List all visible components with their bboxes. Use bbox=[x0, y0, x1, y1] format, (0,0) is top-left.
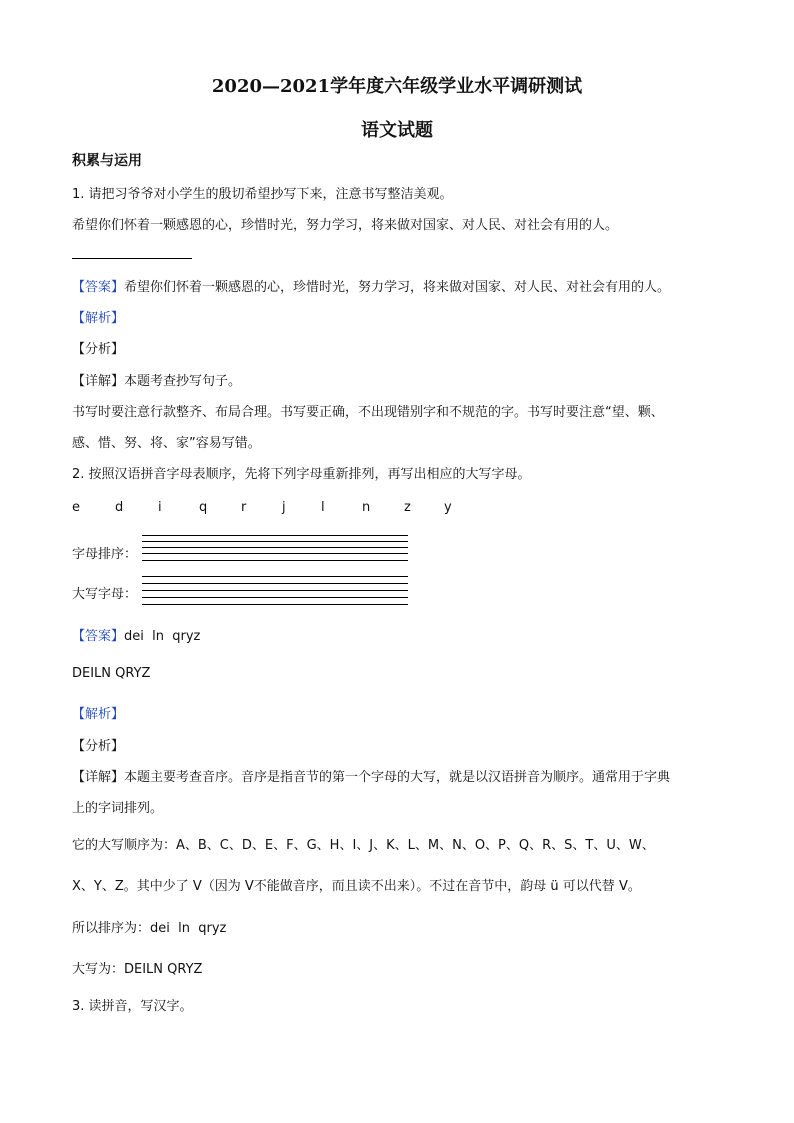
q2-label-order: 字母排序： bbox=[72, 547, 138, 562]
q3-question: 3. 读拼音，写汉字。 bbox=[72, 999, 193, 1014]
q1-passage: 希望你们怀着一颗感恩的心，珍惜时光，努力学习，将来做对国家、对人民、对社会有用的人。 bbox=[72, 218, 619, 233]
q1-answer-line bbox=[72, 258, 192, 259]
q2-order-line-2: X、Y、Z。其中少了 V（因为 V不能做音序，而且读不出来）。不过在音节中，韵母 ü 可以代替 V。 bbox=[72, 879, 641, 894]
q2-detail-line-1 bbox=[72, 766, 670, 785]
writing-line bbox=[142, 597, 408, 598]
writing-line bbox=[142, 560, 408, 561]
q1-fenxi-tag: 【分析】 bbox=[72, 342, 125, 357]
q2-jiexi-tag: 【解析】 bbox=[72, 707, 125, 722]
q1-explain-line-1: 书写时要注意行款整齐、布局合理。书写要正确，不出现错别字和不规范的字。书写时要注意“望、颗、 bbox=[72, 405, 664, 420]
writing-line bbox=[142, 576, 408, 577]
letter-item: y bbox=[444, 500, 452, 515]
writing-line bbox=[142, 541, 408, 542]
q2-answer-tag: 【答案】 bbox=[72, 629, 125, 644]
letter-item: i bbox=[158, 500, 162, 515]
writing-line bbox=[142, 553, 408, 554]
q2-detail-tag: 【详解】 bbox=[72, 770, 125, 785]
page-subtitle: 语文试题 bbox=[361, 120, 433, 141]
letter-item: l bbox=[321, 500, 325, 515]
q2-answer bbox=[72, 625, 200, 644]
writing-line bbox=[142, 590, 408, 591]
writing-line bbox=[142, 535, 408, 536]
letter-item: q bbox=[199, 500, 208, 515]
q1-explain-line-2: 感、惜、努、将、家”容易写错。 bbox=[72, 436, 261, 451]
writing-line bbox=[142, 547, 408, 548]
q2-answer-lower: dei ln qryz bbox=[124, 629, 201, 644]
q1-answer bbox=[72, 276, 670, 295]
q2-detail-line-2: 上的字词排列。 bbox=[72, 801, 164, 816]
q2-detail-text: 本题主要考查音序。音序是指音节的第一个字母的大写，就是以汉语拼音为顺序。通常用于字典 bbox=[124, 770, 671, 785]
letter-item: j bbox=[282, 500, 286, 515]
q2-answer-upper: DEILN QRYZ bbox=[72, 666, 151, 681]
letter-item: e bbox=[72, 500, 80, 515]
q1-detail bbox=[72, 370, 241, 389]
letter-item: z bbox=[404, 500, 411, 515]
q2-fenxi-tag: 【分析】 bbox=[72, 739, 125, 754]
writing-line bbox=[142, 583, 408, 584]
q2-order-line-1: 它的大写顺序为：A、B、C、D、E、F、G、H、I、J、K、L、M、N、O、P、Q、R、S、T、U、W、 bbox=[72, 838, 655, 853]
letter-item: d bbox=[115, 500, 124, 515]
q1-question: 1. 请把习爷爷对小学生的殷切希望抄写下来，注意书写整洁美观。 bbox=[72, 187, 453, 202]
writing-line bbox=[142, 604, 408, 605]
q1-jiexi-tag: 【解析】 bbox=[72, 311, 125, 326]
q1-detail-tag: 【详解】 bbox=[72, 374, 125, 389]
q1-answer-text: 希望你们怀着一颗感恩的心，珍惜时光，努力学习，将来做对国家、对人民、对社会有用的人。 bbox=[124, 280, 671, 295]
letter-item: n bbox=[362, 500, 371, 515]
letter-item: r bbox=[241, 500, 247, 515]
q2-sorted: 所以排序为：dei ln qryz bbox=[72, 921, 227, 936]
section-heading: 积累与运用 bbox=[72, 153, 142, 169]
q2-question: 2. 按照汉语拼音字母表顺序，先将下列字母重新排列，再写出相应的大写字母。 bbox=[72, 467, 531, 482]
q2-upper: 大写为：DEILN QRYZ bbox=[72, 962, 203, 977]
q2-label-upper: 大写字母： bbox=[72, 587, 138, 602]
page-title: 2020—2021学年度六年级学业水平调研测试 bbox=[211, 76, 583, 97]
q1-detail-text: 本题考查抄写句子。 bbox=[124, 374, 242, 389]
q1-answer-tag: 【答案】 bbox=[72, 280, 125, 295]
